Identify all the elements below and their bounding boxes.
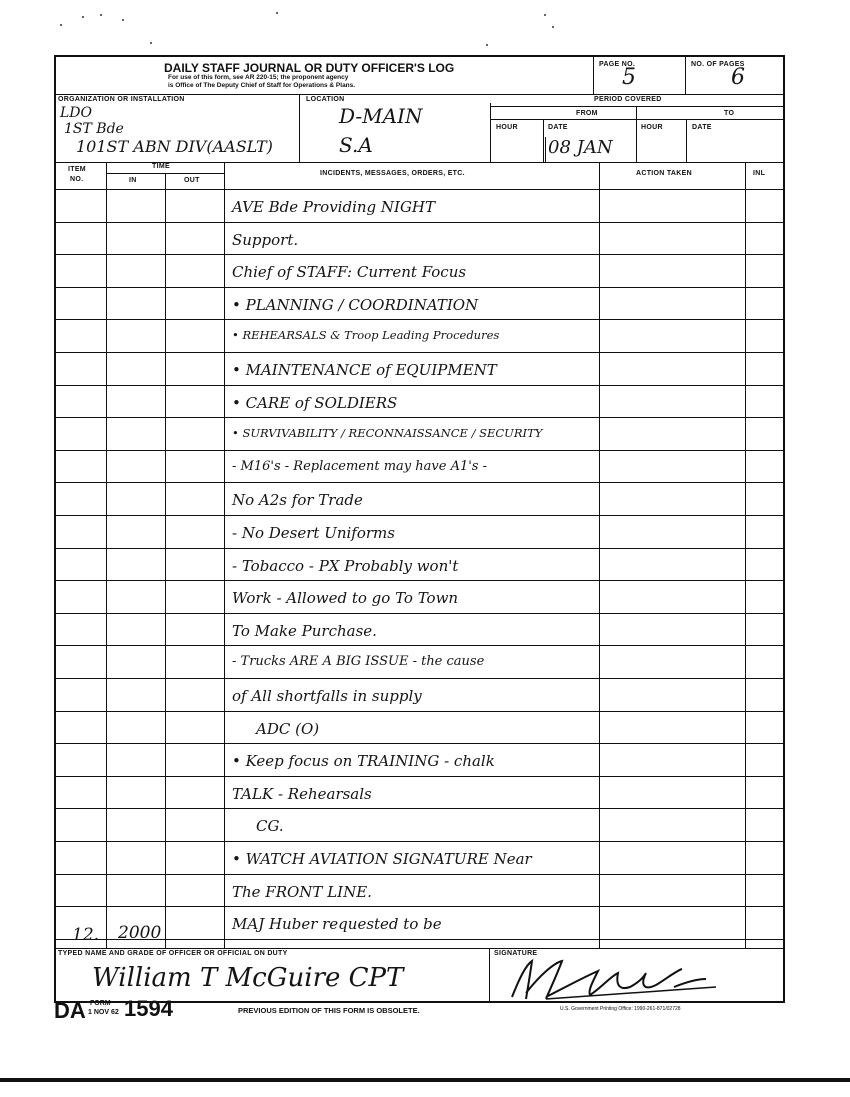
officer-name: William T McGuire CPT — [92, 963, 404, 993]
journal-entry: Work - Allowed to go To Town — [232, 589, 459, 608]
row-line — [56, 450, 783, 451]
scan-speck — [82, 16, 84, 18]
row-line — [56, 385, 783, 386]
scan-speck — [150, 42, 152, 44]
row-line — [56, 874, 783, 875]
scan-speck — [544, 14, 546, 16]
row-line — [56, 776, 783, 777]
journal-entry: • Keep focus on TRAINING - chalk — [232, 752, 495, 771]
row-line — [56, 613, 783, 614]
to-label: TO — [724, 110, 735, 117]
scan-speck — [552, 26, 554, 28]
journal-entry: • WATCH AVIATION SIGNATURE Near — [232, 850, 532, 868]
org-line-1: LDO — [60, 105, 92, 121]
scan-speck — [276, 12, 278, 14]
no-of-pages-value: 6 — [731, 65, 745, 90]
scan-speck — [100, 14, 102, 16]
journal-entry: ADC (O) — [256, 719, 320, 738]
journal-entry: - Trucks ARE A BIG ISSUE - the cause — [232, 654, 485, 670]
journal-entry: Support. — [232, 230, 299, 249]
row-line — [56, 906, 783, 907]
journal-entry: The FRONT LINE. — [232, 882, 372, 901]
row-line — [56, 711, 783, 712]
from-label: FROM — [576, 110, 598, 117]
form-title: DAILY STAFF JOURNAL OR DUTY OFFICER'S LOG — [164, 61, 455, 75]
journal-entry: To Make Purchase. — [232, 621, 377, 640]
page-no-label: PAGE NO. — [599, 61, 636, 68]
row-line — [56, 808, 783, 809]
scan-speck — [60, 24, 62, 26]
journal-entry: Chief of STAFF: Current Focus — [232, 263, 467, 282]
row-line — [56, 678, 783, 679]
row-line — [56, 580, 783, 581]
location-label: LOCATION — [306, 96, 345, 103]
inl-label: INL — [753, 170, 766, 177]
to-hour-label: HOUR — [641, 124, 663, 131]
item-label-2: NO. — [70, 176, 84, 183]
daily-staff-journal-form — [54, 55, 785, 1003]
item-label-1: ITEM — [68, 166, 86, 173]
scan-speck — [122, 19, 124, 21]
time-label: TIME — [152, 163, 170, 170]
journal-entry: of All shortfalls in supply — [232, 687, 422, 705]
journal-entry: TALK - Rehearsals — [232, 784, 372, 803]
journal-entry: • PLANNING / COORDINATION — [232, 295, 479, 314]
period-label: PERIOD COVERED — [594, 96, 662, 103]
time-out-label: OUT — [184, 177, 200, 184]
journal-entry: MAJ Huber requested to be — [232, 915, 442, 934]
signature-label: SIGNATURE — [494, 950, 538, 957]
row-line — [56, 482, 783, 483]
row-line — [56, 417, 783, 418]
journal-entry: CG. — [256, 817, 284, 836]
row-line — [56, 645, 783, 646]
location-line-2: S.A — [339, 133, 373, 157]
journal-entry: No A2s for Trade — [232, 491, 363, 510]
gpo-note: U.S. Government Printing Office: 1990-261-871/02728 — [560, 1006, 681, 1012]
row-line — [56, 515, 783, 516]
row-line — [56, 743, 783, 744]
location-line-1: D-MAIN — [339, 104, 423, 128]
officer-label: TYPED NAME AND GRADE OF OFFICER OR OFFICIAL ON DUTY — [58, 950, 288, 957]
row-line — [56, 287, 783, 288]
incidents-label: INCIDENTS, MESSAGES, ORDERS, ETC. — [320, 170, 465, 177]
form-subtitle-2: is Office of The Deputy Chief of Staff for Operations & Plans. — [168, 82, 356, 89]
form-number: 1594 — [124, 996, 173, 1021]
journal-entry: • CARE of SOLDIERS — [232, 393, 398, 412]
from-hour-label: HOUR — [496, 124, 518, 131]
form-subtitle-1: For use of this form, see AR 220-15; the proponent agency — [168, 74, 349, 81]
previous-edition-note: PREVIOUS EDITION OF THIS FORM IS OBSOLETE. — [238, 1006, 420, 1015]
no-of-pages-label: NO. OF PAGES — [691, 61, 745, 68]
row-line — [56, 352, 783, 353]
page-no-value: 5 — [622, 65, 636, 90]
form-small-1: FORM — [90, 1000, 111, 1007]
journal-entry: • REHEARSALS & Troop Leading Procedures — [232, 328, 500, 343]
row-line — [56, 939, 783, 940]
row-line — [56, 319, 783, 320]
row-line — [56, 189, 783, 190]
form-small-2: 1 NOV 62 — [88, 1009, 119, 1016]
row-line — [56, 222, 783, 223]
journal-entry: AVE Bde Providing NIGHT — [232, 198, 436, 216]
form-id: DA — [54, 998, 86, 1023]
last-time-in: 2000 — [118, 923, 162, 943]
journal-entry: • MAINTENANCE of EQUIPMENT — [232, 361, 497, 379]
row-line — [56, 841, 783, 842]
to-date-label: DATE — [692, 124, 712, 131]
scan-speck — [486, 44, 488, 46]
journal-entry: - M16's - Replacement may have A1's - — [232, 458, 487, 474]
action-taken-label: ACTION TAKEN — [636, 170, 692, 177]
row-line — [56, 254, 783, 255]
org-line-3: 101ST ABN DIV(AASLT) — [76, 137, 273, 156]
journal-entry: - Tobacco - PX Probably won't — [232, 556, 459, 575]
last-item-no: 12. — [72, 925, 100, 945]
signature — [506, 957, 746, 1003]
from-date-value: 08 JAN — [548, 137, 613, 158]
journal-entry: • SURVIVABILITY / RECONNAISSANCE / SECURITY — [232, 426, 543, 441]
page-bottom-edge — [0, 1078, 850, 1082]
org-label: ORGANIZATION OR INSTALLATION — [58, 96, 185, 103]
org-line-2: 1ST Bde — [64, 121, 124, 137]
time-in-label: IN — [129, 177, 137, 184]
journal-entry: - No Desert Uniforms — [232, 524, 395, 542]
from-date-label: DATE — [548, 124, 568, 131]
row-line — [56, 548, 783, 549]
